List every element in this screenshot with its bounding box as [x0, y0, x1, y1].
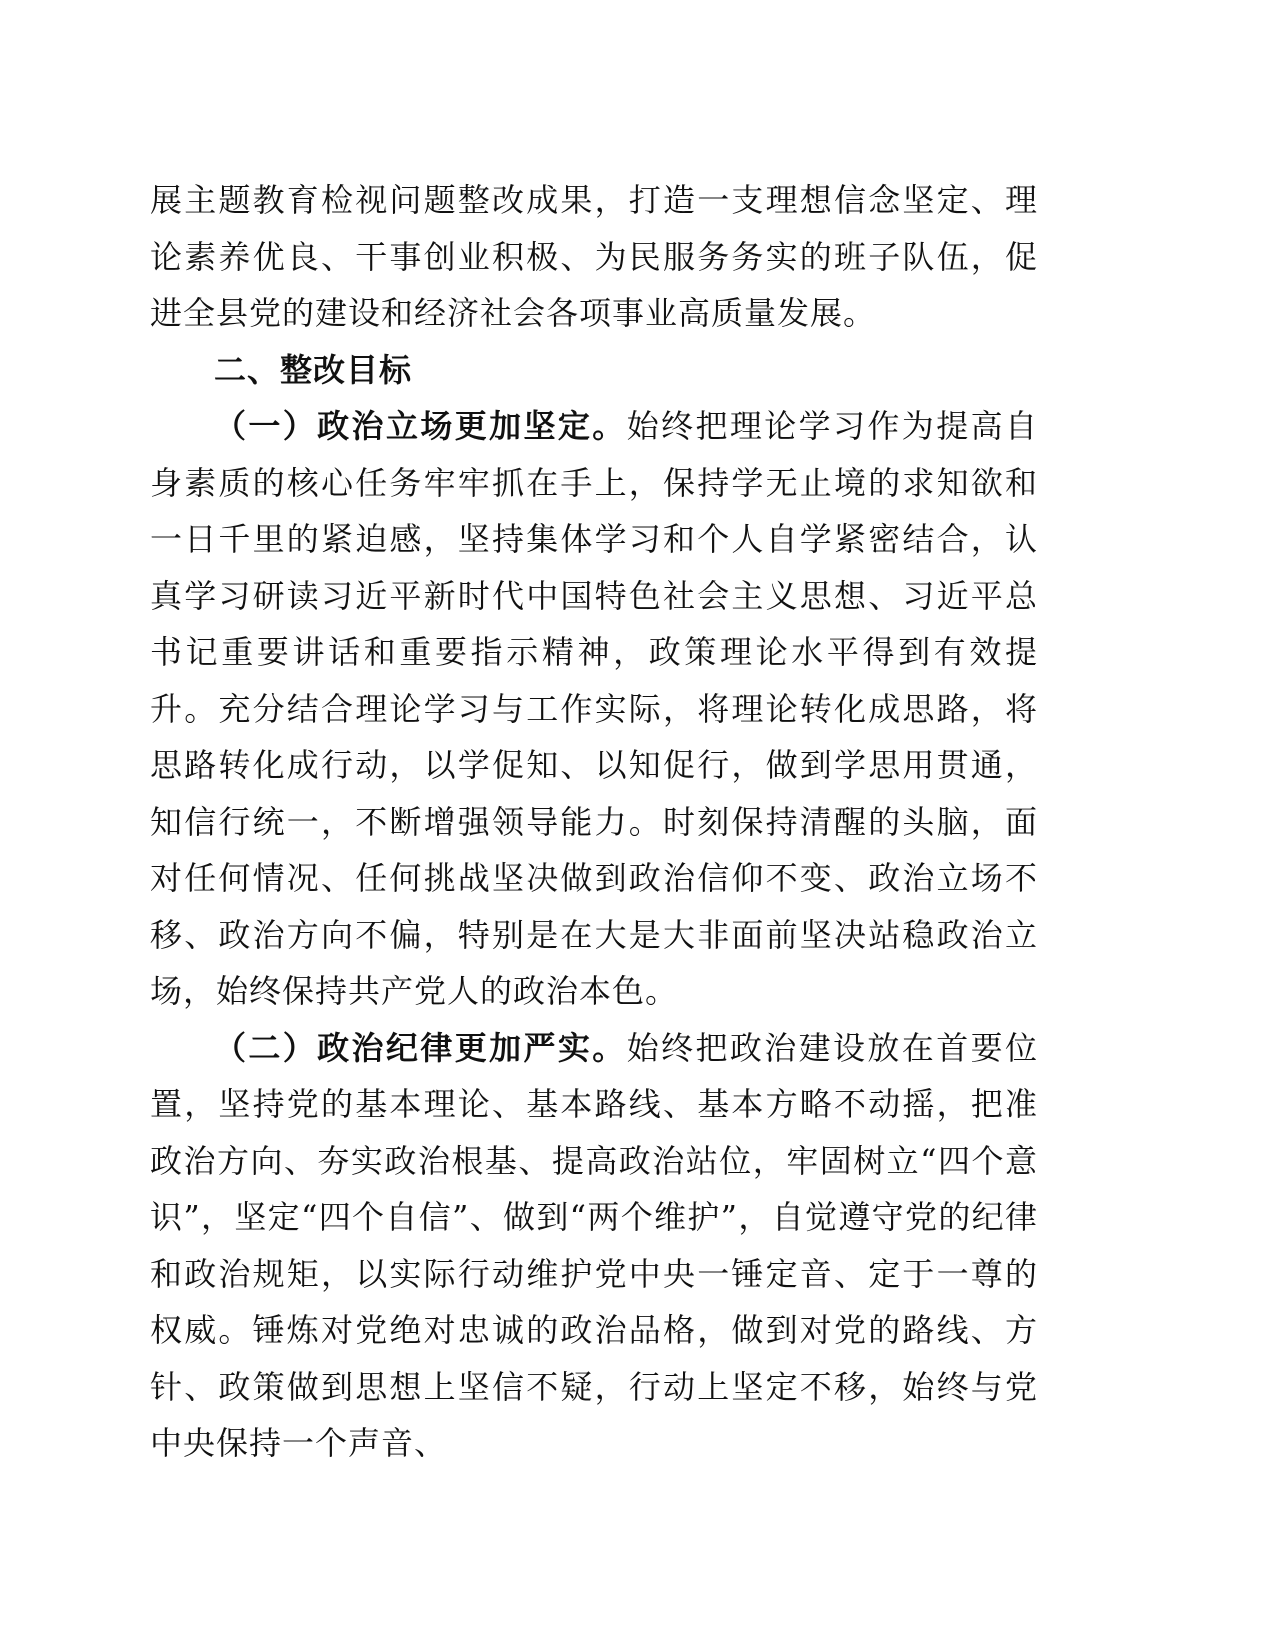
item-1-body: 始终把理论学习作为提高自身素质的核心任务牢牢抓在手上，保持学无止境的求知欲和一日千里的紧迫感，坚持集体学习和个人自学紧密结合，认真学习研读习近平新时代中国特色社会主义思想、习近平总书记重要讲话和重要指示精神，政策理论水平得到有效提升。充分结合理论学习与工作实际，将理论转化成思路，将思路转化成行动，以学促知、以知促行，做到学思用贯通，知信行统一，不断增强领导能力。时刻保持清醒的头脑，面对任何情况、任何挑战坚决做到政治信仰不变、政治立场不移、政治方向不偏，特别是在大是大非面前坚决站稳政治立场，始终保持共产党人的政治本色。 — [150, 407, 1038, 1010]
item-2-lead: （二）政治纪律更加严实。 — [214, 1028, 627, 1067]
paragraph-item-2 — [150, 1020, 1038, 1472]
paragraph-item-1 — [150, 398, 1038, 1020]
paragraph-continuation: 展主题教育检视问题整改成果，打造一支理想信念坚定、理论素养优良、干事创业积极、为民服务务实的班子队伍，促进全县党的建设和经济社会各项事业高质量发展。 — [150, 181, 1038, 332]
document-body — [150, 172, 1038, 1472]
item-1-lead: （一）政治立场更加坚定。 — [214, 407, 627, 445]
item-2-body: 始终把政治建设放在首要位置，坚持党的基本理论、基本路线、基本方略不动摇，把准政治方向、夯实政治根基、提高政治站位，牢固树立“四个意识”，坚定“四个自信”、做到“两个维护”，自觉遵守党的纪律和政治规矩，以实际行动维护党中央一锤定音、定于一尊的权威。锤炼对党绝对忠诚的政治品格，做到对党的路线、方针、政策做到思想上坚信不疑，行动上坚定不移，始终与党中央保持一个声音、 — [150, 1028, 1038, 1462]
section-heading: 二、整改目标 — [214, 350, 413, 389]
